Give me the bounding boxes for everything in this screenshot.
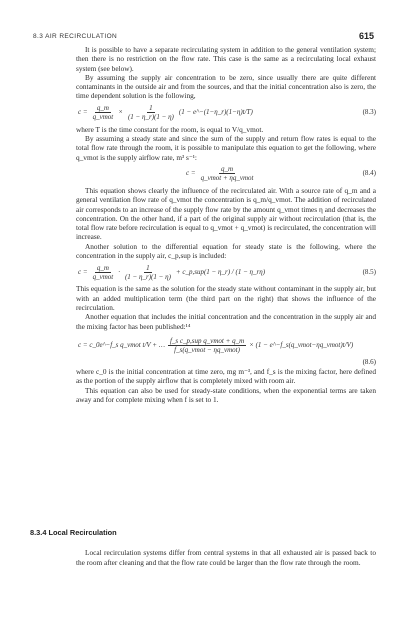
equation-numerator: 1 <box>149 104 153 113</box>
equation-denominator: (1 − η_r)(1 − η) <box>127 113 174 122</box>
equation-denominator: q_vmot + ηq_vmot <box>200 174 254 183</box>
paragraph: By assuming the supply air concentration to be zero, since usually there are quite different contaminants in the outside air and from the sources, and that the initial concentration also is zero, the time dependent solution is the following, <box>76 72 376 101</box>
equation-8-4 <box>76 165 376 183</box>
equation-tail: + c_p,sup(1 − η_r) / (1 − η_rη) <box>175 267 266 276</box>
equation-denominator: f_s(q_vmot − ηq_vmot) <box>174 346 240 355</box>
equation-number: (8.4) <box>362 169 376 178</box>
equation-fraction <box>91 104 116 121</box>
equation-8-5 <box>76 263 376 281</box>
equation-fraction <box>126 104 176 121</box>
section-number: 8.3.4 <box>30 528 47 537</box>
body-text <box>76 45 376 404</box>
paragraph: By assuming a steady state and since the sum of the supply and return flow rates is equal to the total flow rate through the room, it is possible to manipulate this equation to get the following, where q_vmot is the supply airflow rate, m³ s⁻¹: <box>76 134 376 162</box>
paragraph: Local recirculation systems differ from central systems in that all exhausted air is passed back to the room after cleaning and that the flow rate could be larger than the flow rate through the room. <box>76 548 376 567</box>
equation-fraction <box>123 264 173 281</box>
equation-numerator: q_m <box>96 104 109 113</box>
equation-numerator: f_s c_p,sup q_vmot + q_m <box>169 337 245 346</box>
section-body <box>76 541 376 574</box>
equation-numerator: q_m <box>221 165 234 174</box>
equation-fraction <box>91 264 116 281</box>
equation-denominator: q_vmot <box>92 272 114 281</box>
paragraph: It is possible to have a separate recirculating system in addition to the general ventilation system; then there is no restriction on the flow rate. This case is the same as a recirculating local exhaust system (see below). <box>76 45 376 73</box>
section-title: Local Recirculation <box>48 528 117 537</box>
equation-8-3 <box>76 104 376 122</box>
equation-denominator: (1 − η_r)(1 − η) <box>124 272 171 281</box>
equation-tail: × (1 − e^−f_s(q_vmot−ηq_vmot)t/V) <box>249 341 354 350</box>
section-heading <box>30 528 117 537</box>
equation-lhs: c = <box>78 267 88 276</box>
paragraph: where T is the time constant for the room, is equal to V/q_vmot. <box>76 124 264 134</box>
equation-lhs: c = c_0e^−f_s q_vmot t/V + … <box>78 341 165 350</box>
equation-number: (8.6) <box>362 357 376 366</box>
paragraph: This equation is the same as the solution for the steady state without contaminant in the supply air, but with an added multiplication term (the third part on the right) that shows the influence of the recirculation. <box>76 284 376 312</box>
equation-fraction <box>168 337 246 354</box>
equation-numerator: q_m <box>96 263 109 272</box>
equation-fraction <box>199 165 256 182</box>
equation-lhs: c = <box>186 169 196 178</box>
equation-denominator: q_vmot <box>92 113 114 122</box>
equation-operator: × <box>118 108 123 117</box>
paragraph: This equation can also be used for steady-state conditions, when the exponential terms are taken away and for complete mixing when f is set to 1. <box>76 385 376 405</box>
page-number: 615 <box>358 31 374 41</box>
equation-operator: · <box>118 267 120 276</box>
paragraph: Another equation that includes the initial concentration and the concentration in the supply air and the mixing factor has been published:¹⁴ <box>76 312 376 331</box>
paragraph: where c_0 is the initial concentration at time zero, mg m⁻³, and f_s is the mixing factor, here defined as the portion of the supply airflow that is completely mixed with room air. <box>76 367 376 386</box>
equation-numerator: 1 <box>146 263 150 272</box>
running-head: 8.3 AIR RECIRCULATION <box>33 33 118 40</box>
paragraph: This equation shows clearly the influence of the recirculated air. With a source rate of q_m and a general ventilation flow rate of q_vmot the concentration is q_m/q_vmot. The addition of recirculated air corresponds to an increase of the supply flow rate by the amount q_vmot times η and decreases the concentration. On the other hand, if a part of the original supply air without recirculation (that is, the total flow rate before recirculation is equal to q_vmot + q_vmot) is recirculated, the concentration will increase. <box>76 185 376 242</box>
equation-8-6 <box>76 334 376 358</box>
paragraph: Another solution to the differential equation for steady state is the following, where the concentration in the supply air, c_p,sup is included: <box>76 241 376 261</box>
equation-lhs: c = <box>78 108 88 117</box>
equation-tail: (1 − e^−(1−η_r)(1−η)t/T) <box>178 108 253 117</box>
equation-number: (8.3) <box>362 108 376 117</box>
equation-number: (8.5) <box>362 267 376 276</box>
